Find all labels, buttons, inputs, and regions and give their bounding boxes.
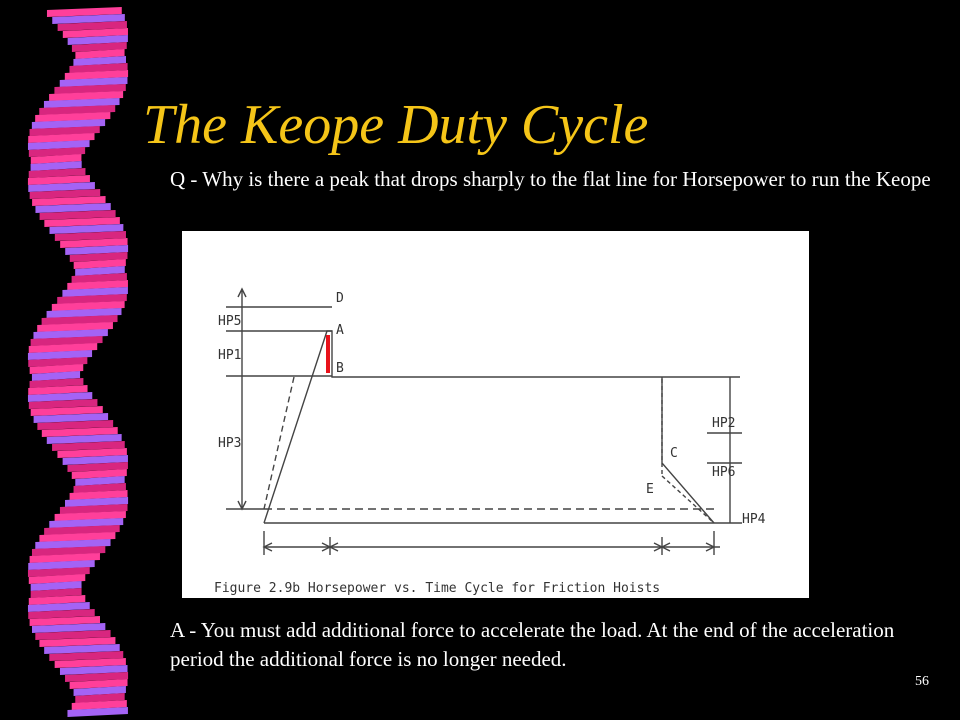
question-text: Q - Why is there a peak that drops sharply to the flat line for Horsepower to run the Keope [170, 167, 931, 191]
hoist-figure [182, 231, 809, 598]
label-point-c: C [670, 446, 678, 461]
label-point-a: A [336, 323, 344, 338]
label-hp1: HP1 [218, 348, 242, 363]
label-hp6: HP6 [712, 465, 736, 480]
answer-text: A - You must add additional force to accelerate the load. At the end of the acceleration period the additional force is no longer needed. [170, 618, 895, 672]
label-point-d: D [336, 291, 344, 306]
dashed-profile-left [264, 377, 294, 509]
decorative-ribbon [0, 0, 140, 720]
dashed-profile-slope [662, 476, 714, 523]
horsepower-profile-line [264, 331, 740, 523]
label-point-e: E [646, 482, 654, 497]
label-hp5: HP5 [218, 314, 242, 329]
page-number: 56 [915, 674, 929, 689]
label-hp4: HP4 [742, 512, 766, 527]
label-point-b: B [336, 361, 344, 376]
horsepower-time-diagram [182, 231, 809, 598]
label-hp2: HP2 [712, 416, 736, 431]
slide-title: The Keope Duty Cycle [143, 94, 649, 156]
label-hp3: HP3 [218, 436, 242, 451]
figure-caption: Figure 2.9b Horsepower vs. Time Cycle for Friction Hoists [214, 581, 661, 596]
